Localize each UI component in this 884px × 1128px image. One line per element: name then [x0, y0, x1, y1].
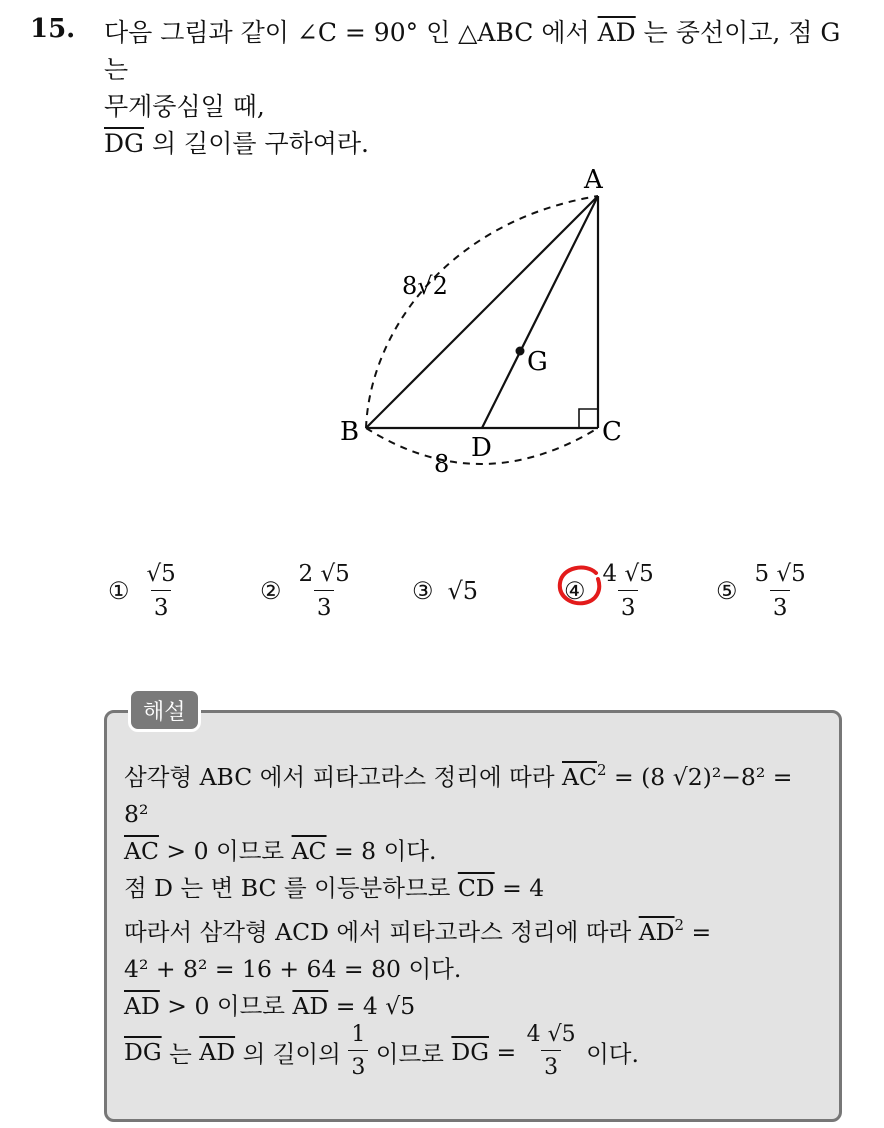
- solution-l3-result: = 8 이다.: [326, 837, 437, 865]
- solution-line-3: [124, 833, 830, 870]
- solution-l8-equals: =: [488, 1037, 524, 1066]
- segment-dg: $\overline{DG}$: [124, 1037, 162, 1066]
- fraction-numerator: 4 √5: [526, 1022, 576, 1047]
- choice-2-number: ②: [260, 577, 282, 605]
- choice-5-number: ⑤: [716, 577, 738, 605]
- choice-5-fraction: [752, 560, 809, 621]
- question-line-1-prefix: 다음 그림과 같이 ∠C = 90° 인 △ABC 에서: [104, 18, 598, 47]
- solution-line-8: [124, 1024, 639, 1079]
- segment-dg: $\overline{DG}$: [451, 1037, 489, 1066]
- solution-l4-result: = 4: [494, 874, 545, 902]
- fraction-answer: [524, 1024, 579, 1079]
- choice-4-number: ④: [564, 577, 586, 605]
- choice-1-fraction: [144, 560, 179, 621]
- solution-l3-text: > 0 이므로: [158, 837, 292, 865]
- solution-l8-text-3: 이므로: [368, 1039, 452, 1068]
- segment-ad: $\overline{AD}$: [292, 992, 329, 1020]
- segment-ad: $\overline{AD}$: [597, 18, 636, 47]
- fraction-numerator: 1: [351, 1022, 366, 1047]
- segment-ad: $\overline{AD}$: [199, 1037, 236, 1066]
- solution-line-5: [124, 907, 830, 951]
- choice-4-denominator: 3: [618, 590, 639, 620]
- label-ab-length: 8√2: [402, 272, 448, 300]
- question-line-2: 무게중심일 때,: [104, 92, 265, 121]
- choice-3[interactable]: [412, 556, 478, 626]
- choice-2-denominator: 3: [314, 590, 335, 620]
- segment-ad: $\overline{AD}$: [124, 992, 160, 1020]
- solution-line-1: [124, 752, 830, 796]
- choice-4-numerator: 4 √5: [602, 560, 654, 587]
- choice-2[interactable]: [260, 556, 353, 626]
- question-line-1-mid: 는 중선이고, 점 G 는: [104, 18, 841, 84]
- fraction-denominator: 3: [541, 1050, 561, 1079]
- choice-5-denominator: 3: [770, 590, 791, 620]
- choice-3-number: ③: [412, 577, 434, 605]
- fraction-denominator: 3: [348, 1050, 368, 1079]
- segment-ad: $\overline{AD}$: [638, 918, 675, 946]
- solution-l8-text-2: 의 길이의: [235, 1039, 349, 1068]
- solution-l8-text-1: 는: [161, 1039, 200, 1068]
- choice-1[interactable]: [108, 556, 179, 626]
- median-ad: [482, 196, 598, 428]
- segment-ac: $\overline{AC}$: [124, 837, 159, 865]
- segment-ac: $\overline{AC}$: [291, 837, 327, 865]
- label-g: G: [527, 347, 548, 377]
- solution-l1-equation: = (8 √2)²−8² =: [606, 763, 793, 791]
- solution-l4-text: 점 D 는 변 BC 를 이등분하므로: [124, 874, 458, 902]
- solution-l8-text-4: 이다.: [578, 1039, 639, 1068]
- label-b: B: [340, 417, 360, 447]
- solution-l5-equals: =: [684, 918, 712, 946]
- solution-line-2: 8²: [124, 800, 149, 828]
- choice-4[interactable]: [564, 556, 657, 626]
- segment-ac: $\overline{AC}$: [562, 763, 597, 791]
- choice-3-value: √5: [447, 577, 479, 605]
- centroid-point: [516, 347, 525, 356]
- choice-4-fraction: [600, 560, 657, 621]
- solution-line-6: 4² + 8² = 16 + 64 = 80 이다.: [124, 955, 462, 983]
- segment-dg: $\overline{DG}$: [104, 129, 145, 158]
- label-a: A: [584, 165, 603, 195]
- right-angle-mark: [579, 409, 598, 428]
- solution-line-7: [124, 988, 830, 1025]
- choice-2-numerator: 2 √5: [298, 560, 350, 587]
- label-c: C: [602, 417, 622, 447]
- superscript-2: 2: [596, 761, 607, 779]
- solution-l1-text: 삼각형 ABC 에서 피타고라스 정리에 따라: [124, 763, 562, 791]
- label-bc-length: 8: [434, 450, 450, 478]
- solution-l5-text: 따라서 삼각형 ACD 에서 피타고라스 정리에 따라: [124, 918, 639, 946]
- fraction-one-third: [348, 1024, 368, 1079]
- choice-1-number: ①: [108, 577, 130, 605]
- choice-5-numerator: 5 √5: [754, 560, 806, 587]
- question-number: 15.: [30, 14, 76, 44]
- solution-l7-text: > 0 이므로: [159, 992, 293, 1020]
- question-line-3: [104, 125, 864, 162]
- choice-1-numerator: √5: [146, 560, 176, 587]
- solution-line-4: [124, 870, 830, 907]
- solution-tab: 해설: [128, 688, 201, 732]
- segment-cd: $\overline{CD}$: [457, 874, 495, 902]
- choice-2-fraction: [296, 560, 353, 621]
- superscript-2: 2: [674, 916, 685, 934]
- solution-l7-result: = 4 √5: [328, 992, 416, 1020]
- triangle-figure: [330, 160, 650, 490]
- question-line-1: [104, 14, 864, 88]
- choice-1-denominator: 3: [151, 590, 172, 620]
- answer-choices: [108, 556, 848, 626]
- side-ab: [366, 196, 598, 428]
- question-line-3-suffix: 의 길이를 구하여라.: [144, 129, 370, 158]
- label-d: D: [471, 433, 492, 463]
- solution-text: [124, 752, 830, 1025]
- selected-circle-mark: [556, 565, 604, 607]
- question-text: [104, 14, 864, 162]
- choice-5[interactable]: [716, 556, 809, 626]
